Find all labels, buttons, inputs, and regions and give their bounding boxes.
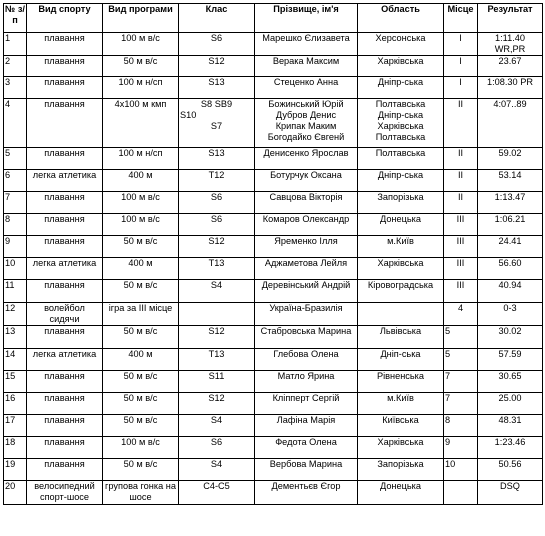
cell-class: S12 <box>179 326 255 349</box>
cell-region: Донецька <box>358 481 444 505</box>
cell-place: III <box>444 236 478 258</box>
cell-name: Ботурчук Оксана <box>255 170 358 192</box>
relay-member: Крипак Маким <box>275 121 337 131</box>
results-table <box>3 3 543 505</box>
cell-region: Харківська <box>358 437 444 459</box>
cell-program: 50 м в/с <box>103 415 179 437</box>
cell-program: 50 м в/с <box>103 236 179 258</box>
cell-program: 50 м в/с <box>103 56 179 77</box>
table-row <box>4 459 543 481</box>
header-class: Клас <box>179 4 255 33</box>
cell-num: 19 <box>4 459 27 481</box>
cell-program: 50 м в/с <box>103 459 179 481</box>
cell-name: Деревінський Андрій <box>255 280 358 303</box>
cell-region: Херсонська <box>358 33 444 56</box>
cell-name: Комаров Олександр <box>255 214 358 236</box>
header-place: Місце <box>444 4 478 33</box>
cell-class: S11 <box>179 371 255 393</box>
cell-result: 48.31 <box>478 415 543 437</box>
cell-place: I <box>444 33 478 56</box>
table-row <box>4 258 543 280</box>
table-row <box>4 349 543 371</box>
cell-name: Кліпперт Сергій <box>255 393 358 415</box>
header-name: Прізвище, ім'я <box>255 4 358 33</box>
cell-region: Дніп-ська <box>358 349 444 371</box>
cell-class: S4 <box>179 415 255 437</box>
cell-region: Запорізька <box>358 192 444 214</box>
cell-result: 53.14 <box>478 170 543 192</box>
cell-result: 1:08.30 PR <box>478 77 543 99</box>
cell-sport: плавання <box>27 415 103 437</box>
table-row <box>4 170 543 192</box>
table-row <box>4 280 543 303</box>
cell-place: 10 <box>444 459 478 481</box>
table-row <box>4 371 543 393</box>
header-sport: Вид спорту <box>27 4 103 33</box>
cell-region: Харківська <box>358 258 444 280</box>
cell-sport: волейбол сидячи <box>27 303 103 326</box>
relay-region: Дніпр-ська <box>377 110 424 120</box>
cell-result: 50.56 <box>478 459 543 481</box>
cell-result: 24.41 <box>478 236 543 258</box>
cell-sport: плавання <box>27 99 103 148</box>
cell-name: Лафіна Марія <box>255 415 358 437</box>
cell-sport: плавання <box>27 214 103 236</box>
cell-program: 400 м <box>103 349 179 371</box>
cell-num: 8 <box>4 214 27 236</box>
cell-program: 100 м в/с <box>103 192 179 214</box>
cell-place: II <box>444 192 478 214</box>
cell-place: 7 <box>444 393 478 415</box>
cell-place: II <box>444 148 478 170</box>
table-row <box>4 99 543 148</box>
cell-class: T13 <box>179 258 255 280</box>
cell-result: 30.02 <box>478 326 543 349</box>
cell-num: 11 <box>4 280 27 303</box>
cell-name: Стеценко Анна <box>255 77 358 99</box>
relay-region: Полтавська <box>375 132 426 142</box>
table-row <box>4 415 543 437</box>
cell-place: 5 <box>444 349 478 371</box>
cell-place: II <box>444 170 478 192</box>
table-row <box>4 437 543 459</box>
cell-region <box>358 99 444 148</box>
table-row <box>4 214 543 236</box>
cell-place: III <box>444 214 478 236</box>
cell-sport: плавання <box>27 56 103 77</box>
cell-result: 30.65 <box>478 371 543 393</box>
cell-sport: плавання <box>27 148 103 170</box>
cell-class: S12 <box>179 393 255 415</box>
cell-class: T13 <box>179 349 255 371</box>
relay-region: Полтавська <box>375 99 426 109</box>
cell-result: 57.59 <box>478 349 543 371</box>
cell-class: S4 <box>179 280 255 303</box>
cell-class: S4 <box>179 459 255 481</box>
cell-class: S13 <box>179 77 255 99</box>
cell-class <box>179 303 255 326</box>
cell-name: Денисенко Ярослав <box>255 148 358 170</box>
table-row <box>4 236 543 258</box>
cell-class: S6 <box>179 214 255 236</box>
cell-sport: плавання <box>27 437 103 459</box>
cell-num: 9 <box>4 236 27 258</box>
header-program: Вид програми <box>103 4 179 33</box>
cell-place: 7 <box>444 371 478 393</box>
class-line: S10 <box>180 110 197 120</box>
header-row <box>4 4 543 33</box>
cell-num: 18 <box>4 437 27 459</box>
table-row <box>4 77 543 99</box>
cell-result: DSQ <box>478 481 543 505</box>
cell-sport: легка атлетика <box>27 349 103 371</box>
cell-result: 25.00 <box>478 393 543 415</box>
cell-program: 100 м в/с <box>103 33 179 56</box>
cell-result: 0-3 <box>478 303 543 326</box>
cell-region: Дніпр-ська <box>358 170 444 192</box>
cell-result: 56.60 <box>478 258 543 280</box>
cell-num: 13 <box>4 326 27 349</box>
cell-num: 14 <box>4 349 27 371</box>
class-line: S7 <box>210 121 223 131</box>
relay-member: Дубров Денис <box>275 110 337 120</box>
header-region: Область <box>358 4 444 33</box>
cell-program: 400 м <box>103 170 179 192</box>
cell-sport: велосипедний спорт-шосе <box>27 481 103 505</box>
relay-region: Харківська <box>377 121 424 131</box>
cell-region: м.Київ <box>358 236 444 258</box>
cell-sport: плавання <box>27 33 103 56</box>
cell-name: Україна-Бразилія <box>255 303 358 326</box>
cell-result: 1:23.46 <box>478 437 543 459</box>
cell-class <box>179 99 255 148</box>
cell-name: Аджаметова Лейля <box>255 258 358 280</box>
cell-sport: плавання <box>27 393 103 415</box>
cell-sport: легка атлетика <box>27 170 103 192</box>
relay-member: Богодайко Євгенй <box>267 132 345 142</box>
cell-name: Яременко Ілля <box>255 236 358 258</box>
cell-num: 3 <box>4 77 27 99</box>
cell-place: 8 <box>444 415 478 437</box>
cell-program: 100 м н/сп <box>103 77 179 99</box>
cell-region: Запорізька <box>358 459 444 481</box>
table-row <box>4 33 543 56</box>
cell-result: 59.02 <box>478 148 543 170</box>
cell-program: 50 м в/с <box>103 371 179 393</box>
cell-num: 1 <box>4 33 27 56</box>
cell-name: Матло Ярина <box>255 371 358 393</box>
cell-name: Марешко Єлизавета <box>255 33 358 56</box>
cell-result: 1:13.47 <box>478 192 543 214</box>
cell-region: Полтавська <box>358 148 444 170</box>
cell-program: 100 м в/с <box>103 437 179 459</box>
cell-region: Львівська <box>358 326 444 349</box>
cell-region: Рівненська <box>358 371 444 393</box>
cell-region: Кіровоградська <box>358 280 444 303</box>
cell-result: 1:11.40 WR,PR <box>478 33 543 56</box>
cell-name: Савцова Вікторія <box>255 192 358 214</box>
cell-sport: плавання <box>27 77 103 99</box>
cell-place: I <box>444 77 478 99</box>
cell-program: ігра за III місце <box>103 303 179 326</box>
cell-region <box>358 303 444 326</box>
cell-num: 5 <box>4 148 27 170</box>
cell-class: S6 <box>179 33 255 56</box>
cell-place: I <box>444 56 478 77</box>
cell-class: S12 <box>179 56 255 77</box>
cell-sport: плавання <box>27 371 103 393</box>
cell-name: Стабровська Марина <box>255 326 358 349</box>
table-row <box>4 393 543 415</box>
cell-region: Дніпр-ська <box>358 77 444 99</box>
cell-num: 17 <box>4 415 27 437</box>
table-row <box>4 481 543 505</box>
cell-sport: плавання <box>27 280 103 303</box>
cell-name: Вербова Марина <box>255 459 358 481</box>
class-line: S8 SB9 <box>200 99 233 109</box>
cell-class: C4-C5 <box>179 481 255 505</box>
table-row <box>4 192 543 214</box>
cell-place: 5 <box>444 326 478 349</box>
relay-member: Божинський Юрій <box>268 99 344 109</box>
cell-program: групова гонка на шосе <box>103 481 179 505</box>
cell-result: 40.94 <box>478 280 543 303</box>
cell-num: 12 <box>4 303 27 326</box>
cell-sport: плавання <box>27 326 103 349</box>
cell-program: 50 м в/с <box>103 280 179 303</box>
cell-num: 15 <box>4 371 27 393</box>
header-num: № з/п <box>4 4 27 33</box>
cell-program: 100 м в/с <box>103 214 179 236</box>
cell-name <box>255 99 358 148</box>
cell-place: II <box>444 99 478 148</box>
cell-program: 50 м в/с <box>103 326 179 349</box>
cell-place: III <box>444 258 478 280</box>
cell-num: 16 <box>4 393 27 415</box>
cell-result: 4:07..89 <box>478 99 543 148</box>
table-row <box>4 326 543 349</box>
cell-region: Київська <box>358 415 444 437</box>
cell-num: 7 <box>4 192 27 214</box>
table-row <box>4 148 543 170</box>
cell-region: Донецька <box>358 214 444 236</box>
cell-program: 4х100 м кмп <box>103 99 179 148</box>
table-row <box>4 56 543 77</box>
cell-sport: легка атлетика <box>27 258 103 280</box>
cell-program: 400 м <box>103 258 179 280</box>
cell-sport: плавання <box>27 236 103 258</box>
cell-name: Федота Олена <box>255 437 358 459</box>
cell-place: 9 <box>444 437 478 459</box>
header-result: Результат <box>478 4 543 33</box>
cell-place <box>444 481 478 505</box>
cell-class: S6 <box>179 437 255 459</box>
cell-num: 4 <box>4 99 27 148</box>
cell-name: Глебова Олена <box>255 349 358 371</box>
cell-name: Верака Максим <box>255 56 358 77</box>
table-row <box>4 303 543 326</box>
cell-result: 23.67 <box>478 56 543 77</box>
cell-class: S12 <box>179 236 255 258</box>
cell-num: 20 <box>4 481 27 505</box>
cell-program: 100 м н/сп <box>103 148 179 170</box>
cell-sport: плавання <box>27 459 103 481</box>
cell-class: T12 <box>179 170 255 192</box>
cell-num: 10 <box>4 258 27 280</box>
cell-region: м.Київ <box>358 393 444 415</box>
cell-class: S6 <box>179 192 255 214</box>
cell-place: III <box>444 280 478 303</box>
cell-num: 2 <box>4 56 27 77</box>
cell-region: Харківська <box>358 56 444 77</box>
cell-result: 1:06.21 <box>478 214 543 236</box>
cell-name: Дементьєв Єгор <box>255 481 358 505</box>
cell-place: 4 <box>444 303 478 326</box>
cell-num: 6 <box>4 170 27 192</box>
cell-class: S13 <box>179 148 255 170</box>
cell-sport: плавання <box>27 192 103 214</box>
cell-program: 50 м в/с <box>103 393 179 415</box>
